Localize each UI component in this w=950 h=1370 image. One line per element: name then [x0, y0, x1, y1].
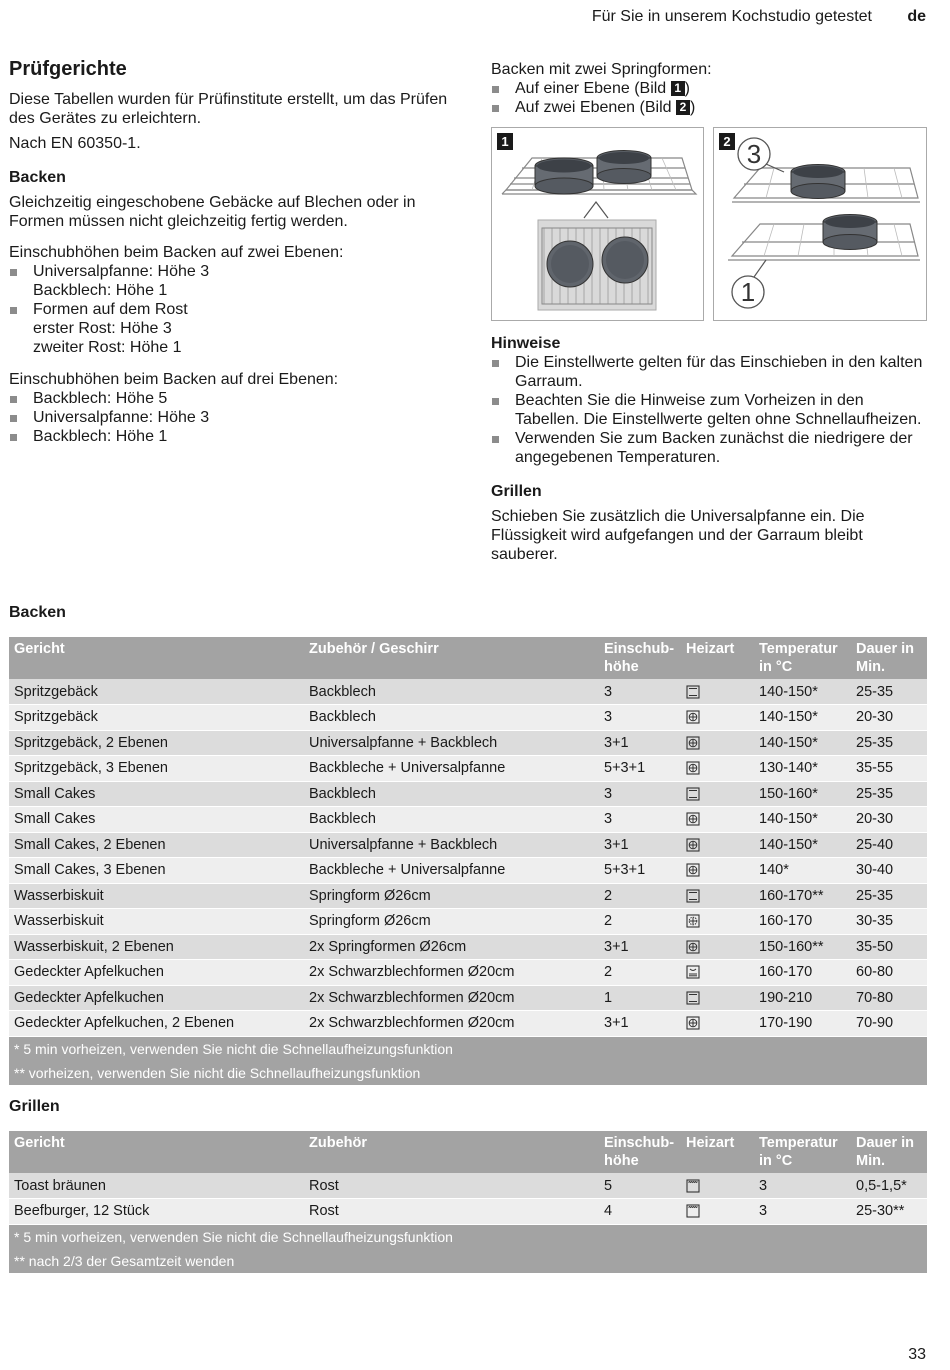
- level-cell: 2: [599, 883, 681, 909]
- heating-mode-cell: [681, 1199, 754, 1225]
- table-row: [9, 883, 927, 909]
- heating-mode-cell: [681, 781, 754, 807]
- language-code: de: [907, 8, 926, 25]
- column-header: Heizart: [681, 637, 754, 679]
- column-header: Heizart: [681, 1131, 754, 1173]
- dish-cell: Spritzgebäck: [9, 705, 304, 731]
- dish-cell: Small Cakes: [9, 781, 304, 807]
- level-cell: 4: [599, 1199, 681, 1225]
- springform-two-levels-illustration: [714, 128, 926, 320]
- temperature-cell: 140-150*: [754, 705, 851, 731]
- three-levels-intro: Einschubhöhen beim Backen auf drei Ebenen:: [9, 371, 339, 388]
- temperature-cell: 140-150*: [754, 679, 851, 705]
- table-row: [9, 1173, 927, 1199]
- page-header: [0, 8, 950, 28]
- list-item: [9, 300, 454, 357]
- accessory-cell: Springform Ø26cm: [304, 909, 599, 935]
- dish-cell: Spritzgebäck, 2 Ebenen: [9, 730, 304, 756]
- figures: [491, 127, 927, 321]
- table-row: [9, 960, 927, 986]
- accessory-cell: Backblech: [304, 705, 599, 731]
- dish-cell: Gedeckter Apfelkuchen: [9, 960, 304, 986]
- heating-mode-cell: [681, 756, 754, 782]
- backen-heading: Backen: [9, 169, 66, 186]
- heating-mode-cell: [681, 934, 754, 960]
- figure-one-level: [491, 127, 704, 321]
- dish-cell: Toast bräunen: [9, 1173, 304, 1199]
- duration-cell: 25-40: [851, 832, 927, 858]
- heating-mode-cell: [681, 1173, 754, 1199]
- level-cell: 2: [599, 909, 681, 935]
- level-callout-bottom: 1: [740, 277, 756, 307]
- temperature-cell: 150-160*: [754, 781, 851, 807]
- list-item-close: ): [689, 99, 696, 116]
- backen-table: [9, 637, 927, 1085]
- column-header: Dauer in Min.: [851, 637, 927, 679]
- norm-text: Nach EN 60350-1.: [9, 135, 141, 152]
- list-item: [491, 79, 927, 98]
- duration-cell: 25-35: [851, 781, 927, 807]
- right-column: [491, 60, 927, 570]
- accessory-cell: Rost: [304, 1173, 599, 1199]
- top-bottom-icon: [686, 786, 700, 802]
- hot-air-icon: [686, 939, 700, 955]
- temperature-cell: 160-170**: [754, 883, 851, 909]
- duration-cell: 30-35: [851, 909, 927, 935]
- level-cell: 3+1: [599, 832, 681, 858]
- level-cell: 3: [599, 705, 681, 731]
- list-item-line: Backblech: Höhe 1: [33, 282, 168, 299]
- temperature-cell: 140-150*: [754, 807, 851, 833]
- table-row: [9, 781, 927, 807]
- list-item: [491, 98, 927, 117]
- three-levels-list: [9, 389, 454, 446]
- grillen-table: [9, 1131, 927, 1273]
- dish-cell: Small Cakes, 2 Ebenen: [9, 832, 304, 858]
- heating-mode-cell: [681, 679, 754, 705]
- level-cell: 3+1: [599, 730, 681, 756]
- heating-mode-cell: [681, 730, 754, 756]
- duration-cell: 25-35: [851, 730, 927, 756]
- accessory-cell: Backbleche + Universalpfanne: [304, 756, 599, 782]
- duration-cell: 25-30**: [851, 1199, 927, 1225]
- column-header: Zubehör / Geschirr: [304, 637, 599, 679]
- temperature-cell: 170-190: [754, 1011, 851, 1037]
- duration-cell: 20-30: [851, 705, 927, 731]
- duration-cell: 60-80: [851, 960, 927, 986]
- hot-air-icon: [686, 709, 700, 725]
- heating-mode-cell: [681, 858, 754, 884]
- duration-cell: 70-80: [851, 985, 927, 1011]
- springform-one-level-illustration: [492, 128, 703, 320]
- table-row: [9, 832, 927, 858]
- duration-cell: 70-90: [851, 1011, 927, 1037]
- accessory-cell: 2x Schwarzblechformen Ø20cm: [304, 1011, 599, 1037]
- column-header: Temperatur in °C: [754, 637, 851, 679]
- column-header: Gericht: [9, 637, 304, 679]
- duration-cell: 35-50: [851, 934, 927, 960]
- level-cell: 3: [599, 807, 681, 833]
- hot-air-icon: [686, 1015, 700, 1031]
- dish-cell: Spritzgebäck, 3 Ebenen: [9, 756, 304, 782]
- accessory-cell: 2x Springformen Ø26cm: [304, 934, 599, 960]
- table-row: [9, 909, 927, 935]
- level-cell: 3: [599, 781, 681, 807]
- hot-air-icon: [686, 862, 700, 878]
- dish-cell: Small Cakes, 3 Ebenen: [9, 858, 304, 884]
- springform-intro: Backen mit zwei Springformen:: [491, 61, 712, 78]
- level-cell: 3: [599, 679, 681, 705]
- table-row: [9, 705, 927, 731]
- table-row: [9, 858, 927, 884]
- list-item: Backblech: Höhe 5: [9, 389, 454, 408]
- level-cell: 3+1: [599, 934, 681, 960]
- list-item-line: Formen auf dem Rost: [33, 301, 188, 318]
- grillen-text: Schieben Sie zusätzlich die Universalpfanne ein. Die Flüssigkeit wird aufgefangen und der Garraum bleibt sauberer.: [491, 508, 865, 563]
- top-bottom-icon: [686, 888, 700, 904]
- table-header-row: [9, 1131, 927, 1173]
- temperature-cell: 140-150*: [754, 730, 851, 756]
- list-item: Verwenden Sie zum Backen zunächst die niedrigere der angegebenen Temperaturen.: [491, 429, 927, 467]
- heating-mode-cell: [681, 985, 754, 1011]
- heating-mode-cell: [681, 960, 754, 986]
- table-footnote: ** nach 2/3 der Gesamtzeit wenden: [9, 1249, 927, 1273]
- table-row: [9, 985, 927, 1011]
- hot-air-icon: [686, 760, 700, 776]
- top-bottom-icon: [686, 990, 700, 1006]
- duration-cell: 20-30: [851, 807, 927, 833]
- level-cell: 5+3+1: [599, 756, 681, 782]
- column-header: Einschub- höhe: [599, 637, 681, 679]
- temperature-cell: 3: [754, 1173, 851, 1199]
- list-item-close: ): [684, 80, 690, 97]
- left-column: [9, 58, 454, 446]
- accessory-cell: Backblech: [304, 781, 599, 807]
- accessory-cell: Universalpfanne + Backblech: [304, 730, 599, 756]
- table-header-row: [9, 637, 927, 679]
- table-row: [9, 1199, 927, 1225]
- dish-cell: Gedeckter Apfelkuchen: [9, 985, 304, 1011]
- temperature-cell: 130-140*: [754, 756, 851, 782]
- level-cell: 3+1: [599, 1011, 681, 1037]
- table-footnote: * 5 min vorheizen, verwenden Sie nicht die Schnellaufheizungsfunktion: [9, 1224, 927, 1249]
- list-item-text: Auf einer Ebene (Bild: [515, 80, 671, 97]
- grillen-heading: Grillen: [491, 483, 542, 500]
- level-cell: 1: [599, 985, 681, 1011]
- grill-icon: [686, 1178, 700, 1194]
- accessory-cell: 2x Schwarzblechformen Ø20cm: [304, 985, 599, 1011]
- dish-cell: Wasserbiskuit, 2 Ebenen: [9, 934, 304, 960]
- backen-table-label: Backen: [9, 604, 66, 621]
- top-bottom-icon: [686, 684, 700, 700]
- heating-mode-cell: [681, 883, 754, 909]
- heating-mode-cell: [681, 1011, 754, 1037]
- dish-cell: Beefburger, 12 Stück: [9, 1199, 304, 1225]
- heating-mode-cell: [681, 807, 754, 833]
- header-title: Für Sie in unserem Kochstudio getestet: [591, 8, 872, 25]
- heating-mode-cell: [681, 705, 754, 731]
- heating-mode-cell: [681, 832, 754, 858]
- temperature-cell: 140*: [754, 858, 851, 884]
- temperature-cell: 160-170: [754, 960, 851, 986]
- table-row: [9, 934, 927, 960]
- level-cell: 2: [599, 960, 681, 986]
- figure-badge: 1: [671, 81, 685, 96]
- accessory-cell: Universalpfanne + Backblech: [304, 832, 599, 858]
- accessory-cell: Backbleche + Universalpfanne: [304, 858, 599, 884]
- dish-cell: Gedeckter Apfelkuchen, 2 Ebenen: [9, 1011, 304, 1037]
- figure-badge: 2: [719, 133, 735, 150]
- list-item-line: zweiter Rost: Höhe 1: [33, 339, 182, 356]
- list-item-text: Auf zwei Ebenen (Bild: [515, 99, 676, 116]
- hot-air-icon: [686, 811, 700, 827]
- duration-cell: 25-35: [851, 679, 927, 705]
- table-footnote: ** vorheizen, verwenden Sie nicht die Schnellaufheizungsfunktion: [9, 1061, 927, 1085]
- duration-cell: 25-35: [851, 883, 927, 909]
- column-header: Einschub- höhe: [599, 1131, 681, 1173]
- hinweise-heading: Hinweise: [491, 335, 561, 352]
- backen-text: Gleichzeitig eingeschobene Gebäcke auf Blechen oder in Formen müssen nicht gleichzeitig fertig werden.: [9, 194, 416, 230]
- pizza-icon: [686, 964, 700, 980]
- list-item-line: erster Rost: Höhe 3: [33, 320, 172, 337]
- duration-cell: 30-40: [851, 858, 927, 884]
- accessory-cell: Backblech: [304, 679, 599, 705]
- hot-air-icon: [686, 837, 700, 853]
- table-row: [9, 730, 927, 756]
- hinweise-list: [491, 353, 927, 467]
- hot-air-icon: [686, 735, 700, 751]
- level-cell: 5: [599, 1173, 681, 1199]
- grillen-table-label: Grillen: [9, 1098, 60, 1115]
- table-row: [9, 807, 927, 833]
- accessory-cell: Backblech: [304, 807, 599, 833]
- intro-text: Diese Tabellen wurden für Prüfinstitute erstellt, um das Prüfen des Gerätes zu erleichtern.: [9, 91, 448, 127]
- temperature-cell: 140-150*: [754, 832, 851, 858]
- level-callout-top: 3: [746, 139, 762, 169]
- temperature-cell: 190-210: [754, 985, 851, 1011]
- list-item: Backblech: Höhe 1: [9, 427, 454, 446]
- section-heading: Prüfgerichte: [9, 58, 127, 80]
- table-row: [9, 756, 927, 782]
- heating-mode-cell: [681, 909, 754, 935]
- dish-cell: Wasserbiskuit: [9, 909, 304, 935]
- dish-cell: Wasserbiskuit: [9, 883, 304, 909]
- table-footnote: * 5 min vorheizen, verwenden Sie nicht die Schnellaufheizungsfunktion: [9, 1036, 927, 1061]
- grill-icon: [686, 1203, 700, 1219]
- dish-cell: Small Cakes: [9, 807, 304, 833]
- column-header: Dauer in Min.: [851, 1131, 927, 1173]
- two-levels-intro: Einschubhöhen beim Backen auf zwei Ebenen:: [9, 244, 344, 261]
- column-header: Zubehör: [304, 1131, 599, 1173]
- list-item: Universalpfanne: Höhe 3: [9, 408, 454, 427]
- dish-cell: Spritzgebäck: [9, 679, 304, 705]
- accessory-cell: Rost: [304, 1199, 599, 1225]
- level-cell: 5+3+1: [599, 858, 681, 884]
- springform-list: [491, 79, 927, 117]
- list-item-line: Universalpfanne: Höhe 3: [33, 263, 210, 280]
- table-row: [9, 679, 927, 705]
- table-row: [9, 1011, 927, 1037]
- duration-cell: 0,5-1,5*: [851, 1173, 927, 1199]
- temperature-cell: 3: [754, 1199, 851, 1225]
- list-item: [9, 262, 454, 300]
- column-header: Gericht: [9, 1131, 304, 1173]
- figure-badge: 1: [497, 133, 513, 150]
- duration-cell: 35-55: [851, 756, 927, 782]
- hot-air-gentle-icon: [686, 913, 700, 929]
- figure-badge: 2: [676, 100, 690, 115]
- temperature-cell: 160-170: [754, 909, 851, 935]
- list-item: Die Einstellwerte gelten für das Einschieben in den kalten Garraum.: [491, 353, 927, 391]
- figure-two-levels: [713, 127, 927, 321]
- page-number: 33: [908, 1346, 926, 1363]
- column-header: Temperatur in °C: [754, 1131, 851, 1173]
- two-levels-list: [9, 262, 454, 357]
- accessory-cell: 2x Schwarzblechformen Ø20cm: [304, 960, 599, 986]
- list-item: Beachten Sie die Hinweise zum Vorheizen in den Tabellen. Die Einstellwerte gelten ohne Schnellaufheizen.: [491, 391, 927, 429]
- temperature-cell: 150-160**: [754, 934, 851, 960]
- accessory-cell: Springform Ø26cm: [304, 883, 599, 909]
